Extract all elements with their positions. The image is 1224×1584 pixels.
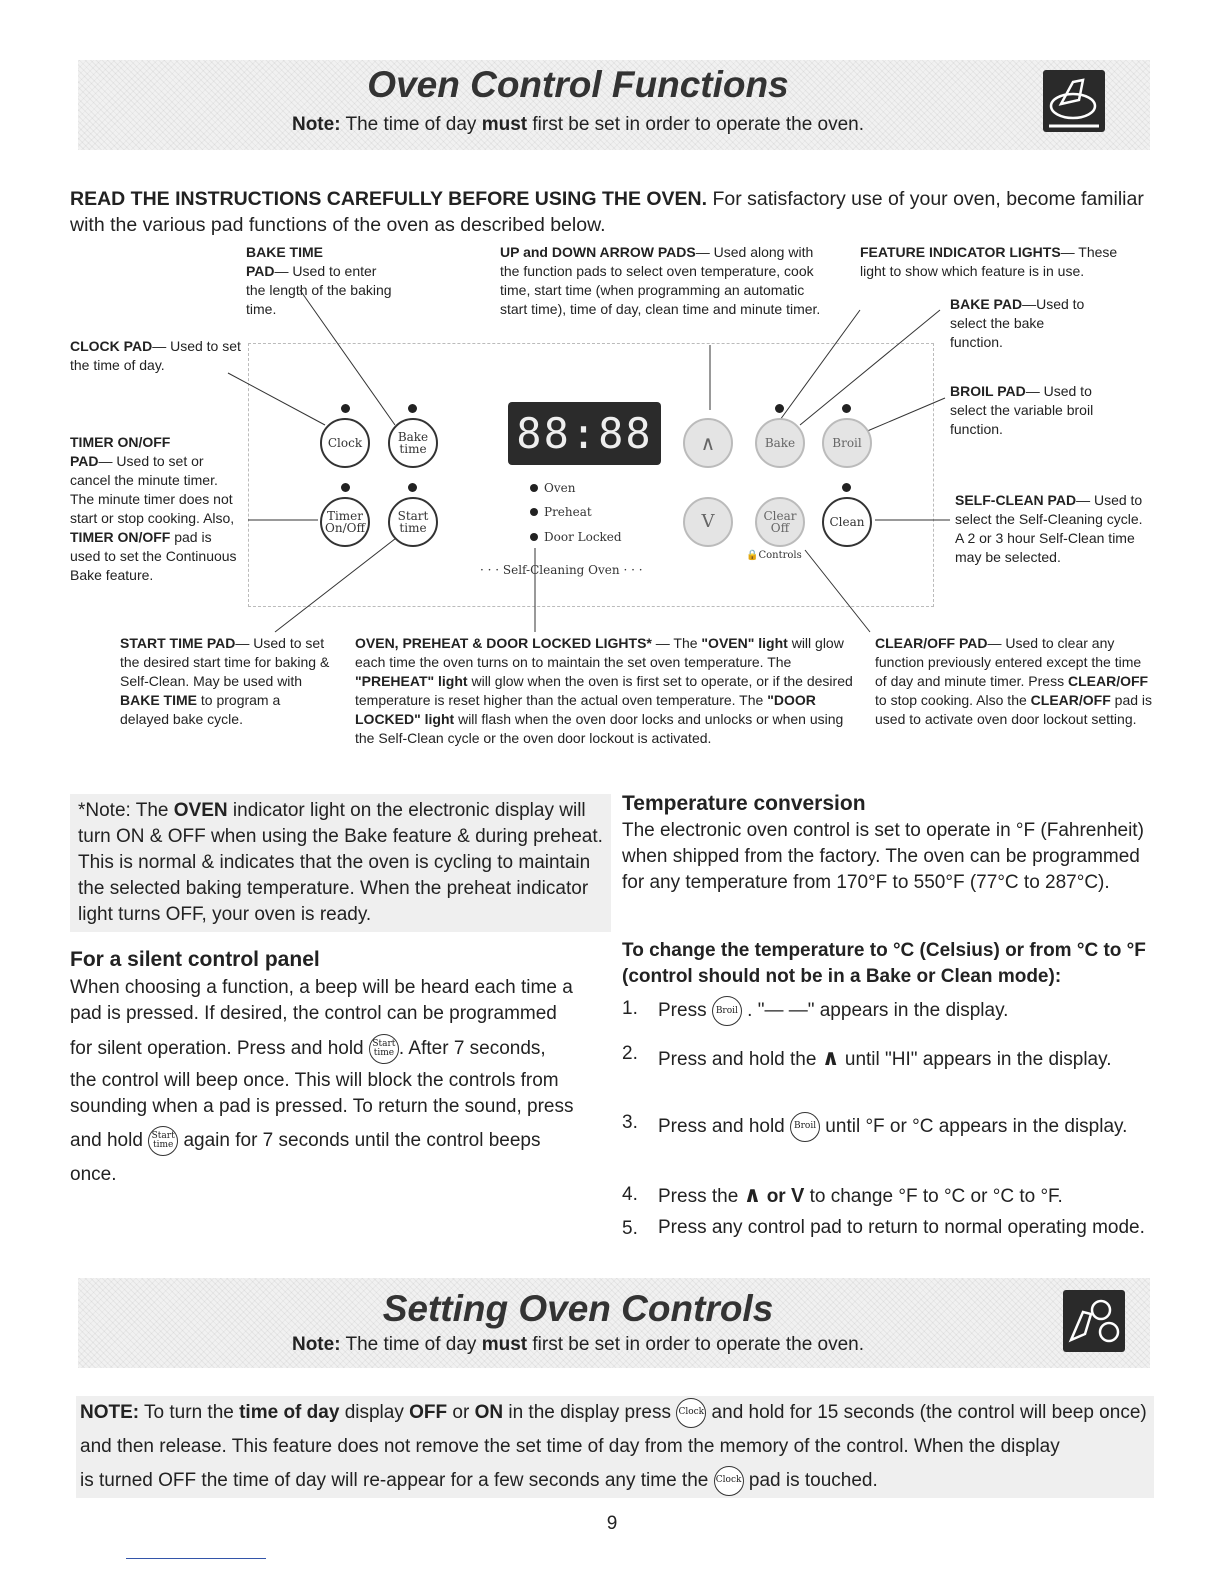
start-time-pad[interactable]: Start time bbox=[388, 497, 438, 547]
bake-led bbox=[775, 404, 784, 413]
label-arrow-pads: UP and DOWN ARROW PADS— Used along with the function pads to select oven temperature, cook time, start time (when programming an automatic start time), time of day, clean time and minute timer. bbox=[500, 244, 821, 317]
silent-panel-p1: When choosing a function, a beep will be heard each time a pad is pressed. If desired, the control can be programmed bbox=[70, 977, 573, 1024]
silent-panel-heading: For a silent control panel bbox=[70, 948, 320, 971]
bake-time-led bbox=[408, 404, 417, 413]
oven-indicator-note: *Note: The OVEN indicator light on the electronic display will turn ON & OFF when using the Bake feature & during preheat. This is normal & indicates that the oven is cycling to maintain the selected baking temperature. When the preheat indicator light turns OFF, your oven is ready. bbox=[70, 794, 611, 932]
temp-conversion-body: The electronic oven control is set to operate in °F (Fahrenheit) when shipped from the factory. The oven can be programmed for any temperature from 170°F to 550°F (77°C to 287°C). bbox=[622, 820, 1144, 893]
up-arrow-icon-2: ∧ bbox=[743, 1182, 762, 1207]
start-time-pad-inline-2: Start time bbox=[148, 1126, 178, 1156]
oven-light: Oven bbox=[530, 481, 575, 495]
door-locked-light: Door Locked bbox=[530, 530, 622, 544]
lock-icon: 🔒 bbox=[746, 550, 759, 561]
silent-panel-p2 bbox=[70, 1006, 600, 1032]
label-clock-pad: CLOCK PAD— Used to set the time of day. bbox=[70, 338, 241, 373]
silent-panel-p2-line: for silent operation. Press and hold Start time . After 7 seconds, bbox=[70, 1033, 600, 1065]
label-self-clean-pad: SELF-CLEAN PAD— Used to select the Self-Cleaning cycle. A 2 or 3 hour Self-Clean time may be selected. bbox=[955, 492, 1143, 565]
digital-display: 88:88 bbox=[508, 402, 661, 465]
silent-panel-p3: the control will beep once. This will block the controls from sounding when a pad is pressed. To return the sound, press bbox=[70, 1070, 574, 1117]
start-time-pad-inline: Start time bbox=[369, 1034, 399, 1064]
clean-pad[interactable]: Clean bbox=[822, 497, 872, 547]
label-indicator-lights: OVEN, PREHEAT & DOOR LOCKED LIGHTS* — The "OVEN" light will glow each time the oven turns on to maintain the set oven temperature. The "PREHEAT" light will glow when the oven is first set to operate, or if the desired temperature is reset higher than the actual oven temperature. The "DOOR LOCKED" light will flash when the oven door locks and unlocks or when using the Self-Clean cycle or the oven door lockout is activated. bbox=[355, 635, 853, 746]
temp-steps: 1. Press Broil . "— —" appears in the display. 2. Press and hold the ∧ until "HI" appears in the display. 3. Press and hold Broil until °F or °C appears in the display. 4. Press the ∧ or V to change °F to °C or °C to °F. 5. Press any control pad to return to normal operating mode. bbox=[622, 998, 1145, 1239]
clock-pad-inline-2: Clock bbox=[714, 1466, 744, 1496]
time-of-day-display-note: NOTE: To turn the time of day display OFF or ON in the display press Clock and hold for 15 seconds (the control will beep once) and then release. This feature does not remove the set time of day from the memory of the control. When the display is turned OFF the time of day will re-appear for a few seconds any time the Clock pad is touched. bbox=[76, 1396, 1154, 1498]
clock-pad[interactable]: Clock bbox=[320, 418, 370, 468]
broil-pad-inline-2: Broil bbox=[790, 1112, 820, 1142]
page-title: Oven Control Functions bbox=[367, 64, 789, 105]
label-timer-pad: TIMER ON/OFF PAD— Used to set or cancel the minute timer. The minute timer does not start or stop cooking. Also, TIMER ON/OFF pad is used to set the Continuous Bake feature. bbox=[70, 434, 237, 583]
clock-pad-inline: Clock bbox=[676, 1398, 706, 1428]
clock-led bbox=[341, 404, 350, 413]
start-time-led bbox=[408, 483, 417, 492]
controls-lock-label: 🔒Controls bbox=[746, 550, 802, 561]
bottom-banner bbox=[78, 1278, 1150, 1368]
bake-pad[interactable]: Bake bbox=[755, 418, 805, 468]
preheat-light: Preheat bbox=[530, 505, 592, 519]
bottom-banner-note: Note: The time of day must first be set in order to operate the oven. bbox=[291, 1334, 865, 1355]
down-arrow-pad[interactable]: V bbox=[683, 497, 733, 547]
timer-led bbox=[341, 483, 350, 492]
footer-rule bbox=[126, 1558, 266, 1559]
timer-on-off-pad[interactable]: Timer On/Off bbox=[320, 497, 370, 547]
up-arrow-icon: ∧ bbox=[821, 1045, 840, 1070]
silent-panel-p4: and hold Start time again for 7 seconds until the control beeps bbox=[70, 1125, 600, 1157]
hand-controls-icon bbox=[1063, 1290, 1125, 1352]
silent-panel-p5: once. bbox=[70, 1164, 117, 1185]
page-number: 9 bbox=[606, 1513, 618, 1534]
banner-note: Note: The time of day must first be set in order to operate the oven. bbox=[291, 114, 865, 135]
clear-off-pad[interactable]: Clear Off bbox=[755, 497, 805, 547]
section-title: Setting Oven Controls bbox=[382, 1288, 774, 1329]
down-arrow-icon: V bbox=[790, 1185, 805, 1207]
self-cleaning-label: · · · Self-Cleaning Oven · · · bbox=[480, 563, 643, 577]
label-bake-time: BAKE TIME PAD— Used to enter the length of the baking time. bbox=[246, 244, 392, 317]
intro-paragraph: READ THE INSTRUCTIONS CAREFULLY BEFORE USING THE OVEN. For satisfactory use of your oven, become familiar with the various pad functions of the oven as described below. bbox=[70, 188, 1144, 236]
clean-led bbox=[842, 483, 851, 492]
temp-conversion-heading: Temperature conversion bbox=[622, 792, 866, 815]
broil-pad[interactable]: Broil bbox=[822, 418, 872, 468]
temp-conversion-subheading: To change the temperature to °C (Celsius) or from °C to °F (control should not be in a Bake or Clean mode): bbox=[622, 940, 1146, 987]
label-clear-off-pad: CLEAR/OFF PAD— Used to clear any function previously entered except the time of day and minute timer. Press CLEAR/OFF to stop cooking. Also the CLEAR/OFF pad is used to activate oven door lockout setting. bbox=[875, 635, 1153, 727]
broil-pad-inline: Broil bbox=[712, 996, 742, 1026]
up-arrow-pad[interactable]: ∧ bbox=[683, 418, 733, 468]
bake-time-pad[interactable]: Bake time bbox=[388, 418, 438, 468]
broil-led bbox=[842, 404, 851, 413]
label-feature-lights: FEATURE INDICATOR LIGHTS— These light to show which feature is in use. bbox=[860, 244, 1118, 279]
label-bake-pad: BAKE PAD—Used to select the bake function. bbox=[950, 296, 1085, 350]
label-broil-pad: BROIL PAD— Used to select the variable broil function. bbox=[950, 383, 1094, 437]
label-start-time-pad: START TIME PAD— Used to set the desired start time for baking & Self-Clean. May be used with BAKE TIME to program a delayed bake cycle. bbox=[120, 635, 330, 727]
